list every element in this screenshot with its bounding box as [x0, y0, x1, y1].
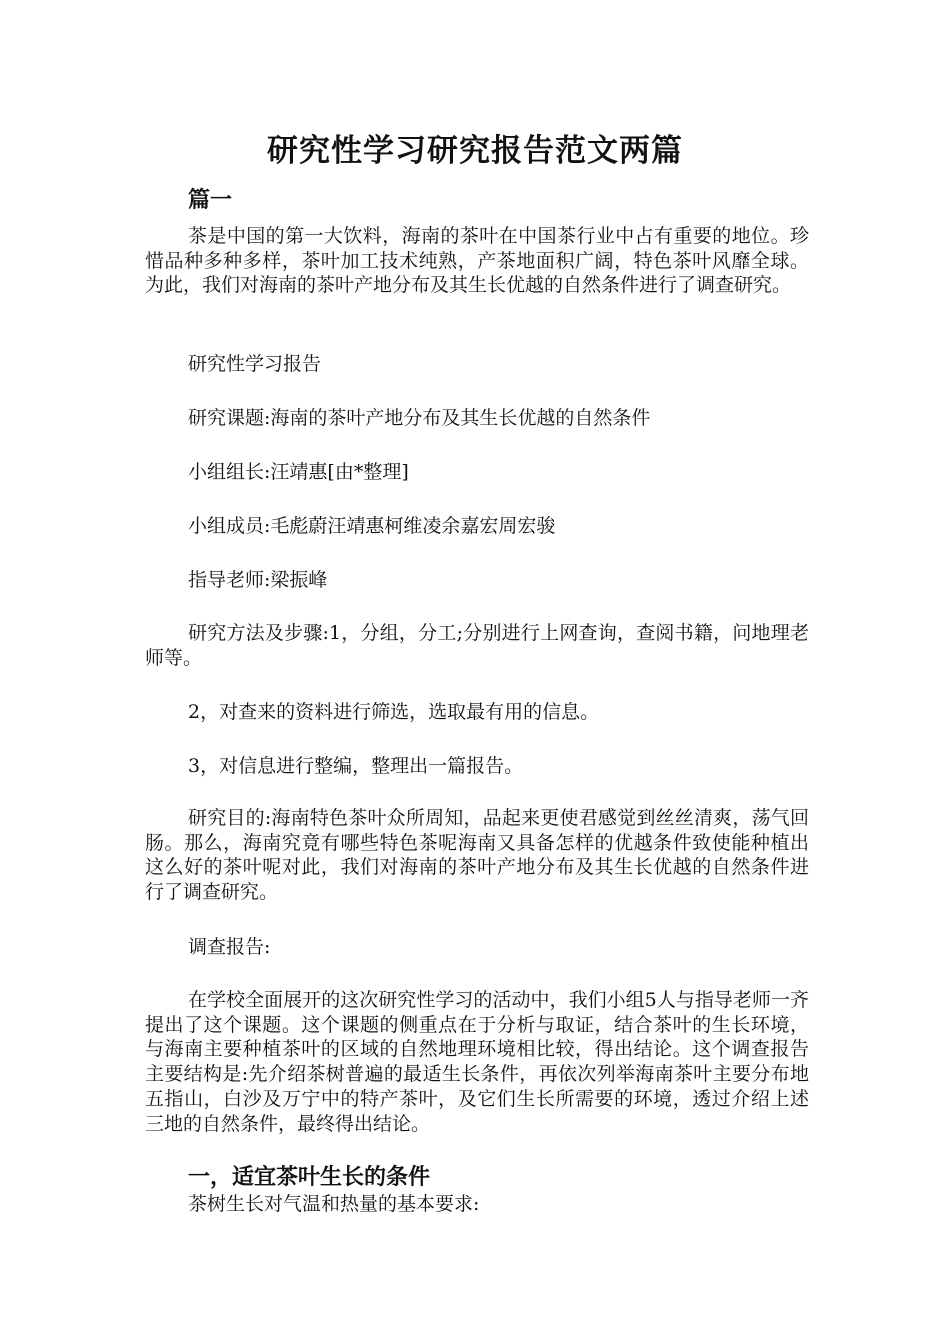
paragraph-topic: 研究课题:海南的茶叶产地分布及其生长优越的自然条件: [188, 407, 651, 429]
document-title: 研究性学习研究报告范文两篇: [267, 133, 683, 169]
paragraph-intro: 茶是中国的第一大饮料，海南的茶叶在中国茶行业中占有重要的地位。珍惜品种多种多样，茶叶加工技术纯熟，产茶地面积广阔，特色茶叶风靡全球。为此，我们对海南的茶叶产地分布及其生长优越的自然条件进行了调查研究。: [145, 225, 809, 297]
section-heading-1: 篇一: [188, 187, 233, 213]
paragraph-group-members: 小组成员:毛彪蔚汪靖惠柯维凌余嘉宏周宏骏: [188, 515, 556, 537]
paragraph-report-label: 研究性学习报告: [188, 353, 322, 375]
paragraph-temperature: 茶树生长对气温和热量的基本要求:: [188, 1193, 480, 1215]
section-heading-2: 一，适宜茶叶生长的条件: [188, 1164, 431, 1190]
paragraph-survey-body: 在学校全面展开的这次研究性学习的活动中，我们小组5人与指导老师一齐提出了这个课题。这个课题的侧重点在于分析与取证，结合茶叶的生长环境，与海南主要种植茶叶的区域的自然地理环境相比较，得出结论。这个调查报告主要结构是:先介绍茶树普遍的最适生长条件，再依次列举海南茶叶主要分布地五指山，白沙及万宁中的特产茶叶，及它们生长所需要的环境，透过介绍上述三地的自然条件，最终得出结论。: [145, 989, 809, 1135]
paragraph-step-2: 2，对查来的资料进行筛选，选取最有用的信息。: [188, 701, 600, 723]
paragraph-survey-label: 调查报告:: [188, 936, 271, 958]
paragraph-purpose: 研究目的:海南特色茶叶众所周知，品起来更使君感觉到丝丝清爽，荡气回肠。那么，海南究竟有哪些特色茶呢海南又具备怎样的优越条件致使能种植出这么好的茶叶呢对此，我们对海南的茶叶产地分布及其生长优越的自然条件进行了调查研究。: [145, 807, 809, 904]
paragraph-group-leader: 小组组长:汪靖惠[由*整理]: [188, 461, 409, 483]
paragraph-advisor: 指导老师:梁振峰: [188, 569, 328, 591]
paragraph-step-3: 3，对信息进行整编，整理出一篇报告。: [188, 755, 524, 777]
paragraph-method: 研究方法及步骤:1，分组，分工;分别进行上网查询，查阅书籍，问地理老师等。: [145, 622, 809, 669]
